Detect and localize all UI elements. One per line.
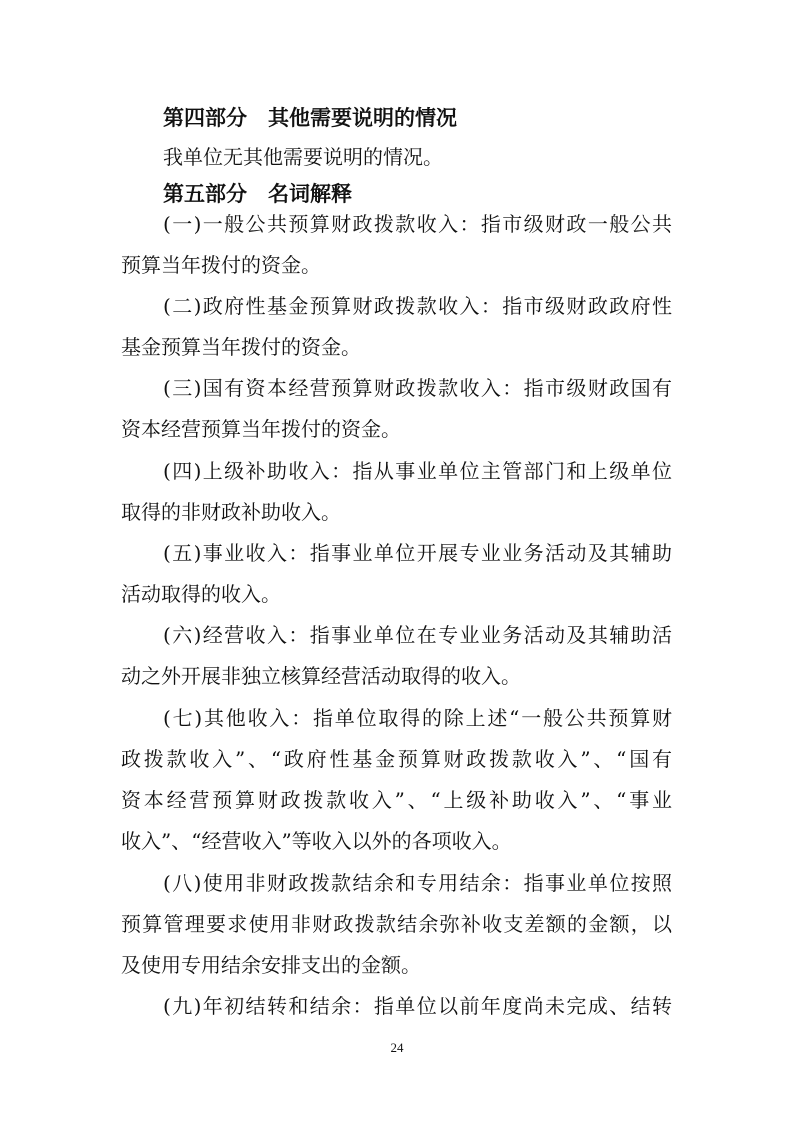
term-7-line-1: (七)其他收入：指单位取得的除上述“一般公共预算财 [163, 706, 672, 730]
page-number: 24 [390, 1040, 404, 1055]
term-7-line-3: 资本经营预算财政拨款收入”、“上级补助收入”、“事业 [121, 788, 672, 812]
section4-body: 我单位无其他需要说明的情况。 [163, 145, 443, 169]
term-4-line-1: (四)上级补助收入：指从事业单位主管部门和上级单位 [163, 459, 672, 483]
term-9-line-1: (九)年初结转和结余：指单位以前年度尚未完成、结转 [163, 994, 672, 1018]
term-6-line-2: 动之外开展非独立核算经营活动取得的收入。 [121, 664, 521, 688]
section4-heading: 第四部分 其他需要说明的情况 [163, 106, 457, 130]
section5-heading: 第五部分 名词解释 [163, 182, 352, 206]
term-1-line-1: (一)一般公共预算财政拨款收入：指市级财政一般公共 [163, 212, 672, 236]
term-8-line-1: (八)使用非财政拨款结余和专用结余：指事业单位按照 [163, 871, 672, 895]
term-3-line-1: (三)国有资本经营预算财政拨款收入：指市级财政国有 [163, 376, 672, 400]
term-5-line-1: (五)事业收入：指事业单位开展专业业务活动及其辅助 [163, 541, 672, 565]
term-5-line-2: 活动取得的收入。 [121, 582, 281, 606]
term-1-line-2: 预算当年拨付的资金。 [121, 253, 321, 277]
term-3-line-2: 资本经营预算当年拨付的资金。 [121, 417, 401, 441]
term-2-line-2: 基金预算当年拨付的资金。 [121, 335, 361, 359]
term-4-line-2: 取得的非财政补助收入。 [121, 500, 341, 524]
term-7-line-4: 收入”、“经营收入”等收入以外的各项收入。 [121, 829, 512, 853]
term-2-line-1: (二)政府性基金预算财政拨款收入：指市级财政政府性 [163, 294, 672, 318]
term-7-line-2: 政拨款收入”、“政府性基金预算财政拨款收入”、“国有 [121, 747, 672, 771]
term-8-line-2: 预算管理要求使用非财政拨款结余弥补收支差额的金额，以 [121, 912, 672, 936]
term-8-line-3: 及使用专用结余安排支出的金额。 [121, 953, 421, 977]
term-6-line-1: (六)经营收入：指事业单位在专业业务活动及其辅助活 [163, 623, 672, 647]
